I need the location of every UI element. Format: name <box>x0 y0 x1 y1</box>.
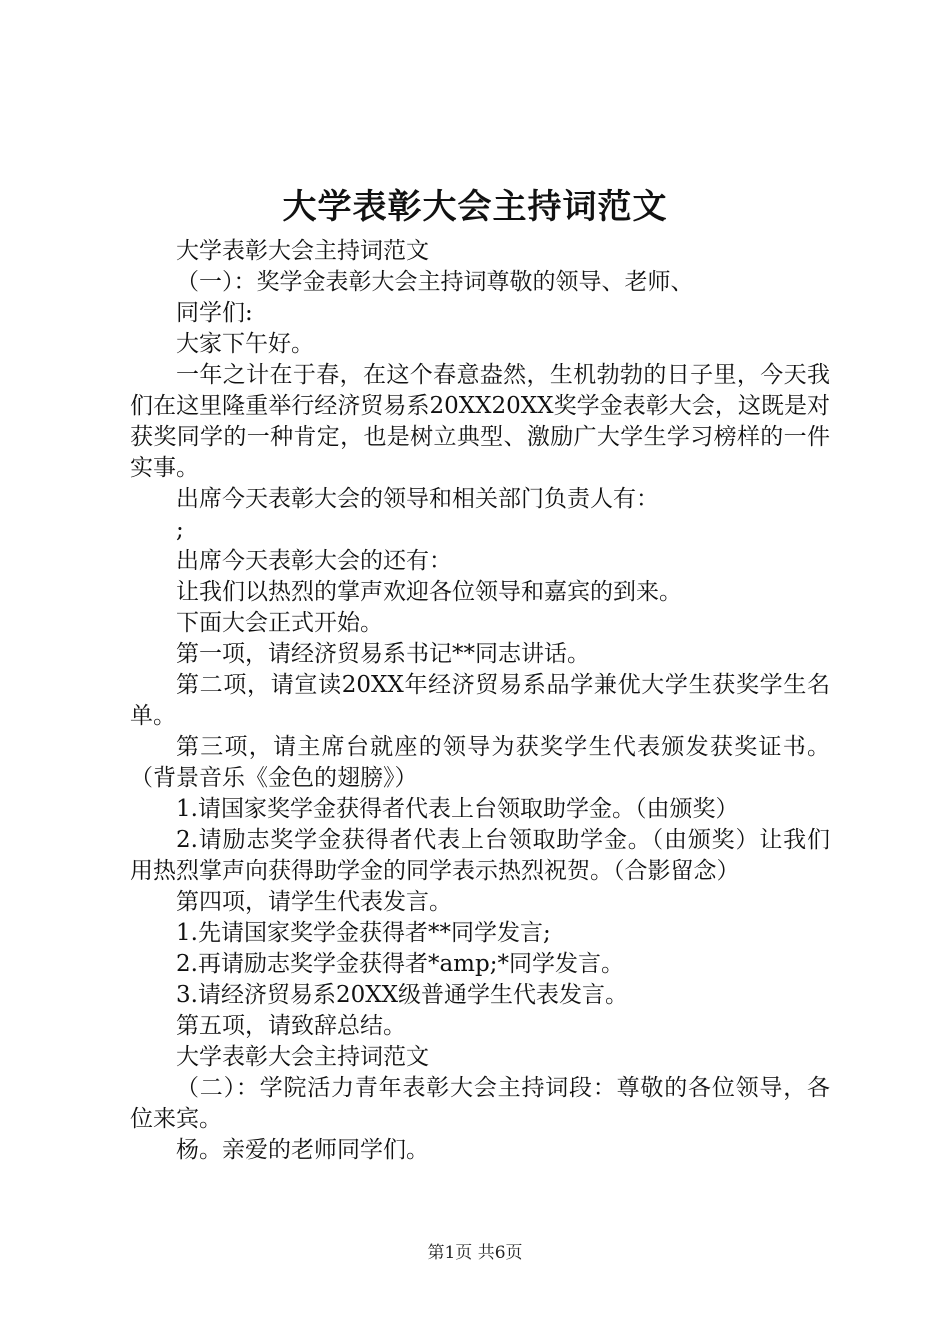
paragraph: 2.再请励志奖学金获得者*amp;*同学发言。 <box>176 951 624 977</box>
paragraph: 出席今天表彰大会的还有： <box>176 548 452 574</box>
paragraph: 出席今天表彰大会的领导和相关部门负责人有： <box>176 486 659 512</box>
paragraph: 下面大会正式开始。 <box>176 610 383 636</box>
paragraph: 3.请经济贸易系20XX级普通学生代表发言。 <box>176 982 628 1008</box>
paragraph: 第四项，请学生代表发言。 <box>176 889 452 915</box>
paragraph: ; <box>176 517 184 543</box>
paragraph: 一年之计在于春，在这个春意盎然，生机勃勃的日子里，今天我们在这里隆重举行经济贸易系20XX20XX奖学金表彰大会，这既是对获奖同学的一种肯定，也是树立典型、激励广大学生学习榜样的一件实事。 <box>130 362 830 481</box>
paragraph: 大家下午好。 <box>176 331 314 357</box>
paragraph: 1.先请国家奖学金获得者**同学发言; <box>176 920 551 946</box>
paragraph: 杨。亲爱的老师同学们。 <box>176 1137 429 1163</box>
paragraph: 第三项，请主席台就座的领导为获奖学生代表颁发获奖证书。（背景音乐《金色的翅膀》） <box>130 734 830 791</box>
paragraph: （二）：学院活力青年表彰大会主持词段：尊敬的各位领导，各位来宾。 <box>130 1075 830 1132</box>
document-title: 大学表彰大会主持词范文 <box>282 187 668 227</box>
paragraph: 大学表彰大会主持词范文 <box>176 238 429 264</box>
paragraph: 2.请励志奖学金获得者代表上台领取助学金。（由颁奖）让我们用热烈掌声向获得助学金的同学表示热烈祝贺。（合影留念） <box>130 827 830 884</box>
paragraph: 1.请国家奖学金获得者代表上台领取助学金。（由颁奖） <box>176 796 739 822</box>
paragraph: 同学们: <box>176 300 253 326</box>
paragraph: 让我们以热烈的掌声欢迎各位领导和嘉宾的到来。 <box>176 579 682 605</box>
page-number-footer: 第1页 共6页 <box>427 1243 523 1263</box>
paragraph: 第一项，请经济贸易系书记**同志讲话。 <box>176 641 590 667</box>
paragraph: （一）：奖学金表彰大会主持词尊敬的领导、老师、 <box>176 269 694 295</box>
paragraph: 大学表彰大会主持词范文 <box>176 1044 429 1070</box>
document-body <box>130 236 830 1166</box>
paragraph: 第二项，请宣读20XX年经济贸易系品学兼优大学生获奖学生名单。 <box>130 672 830 729</box>
paragraph: 第五项，请致辞总结。 <box>176 1013 406 1039</box>
